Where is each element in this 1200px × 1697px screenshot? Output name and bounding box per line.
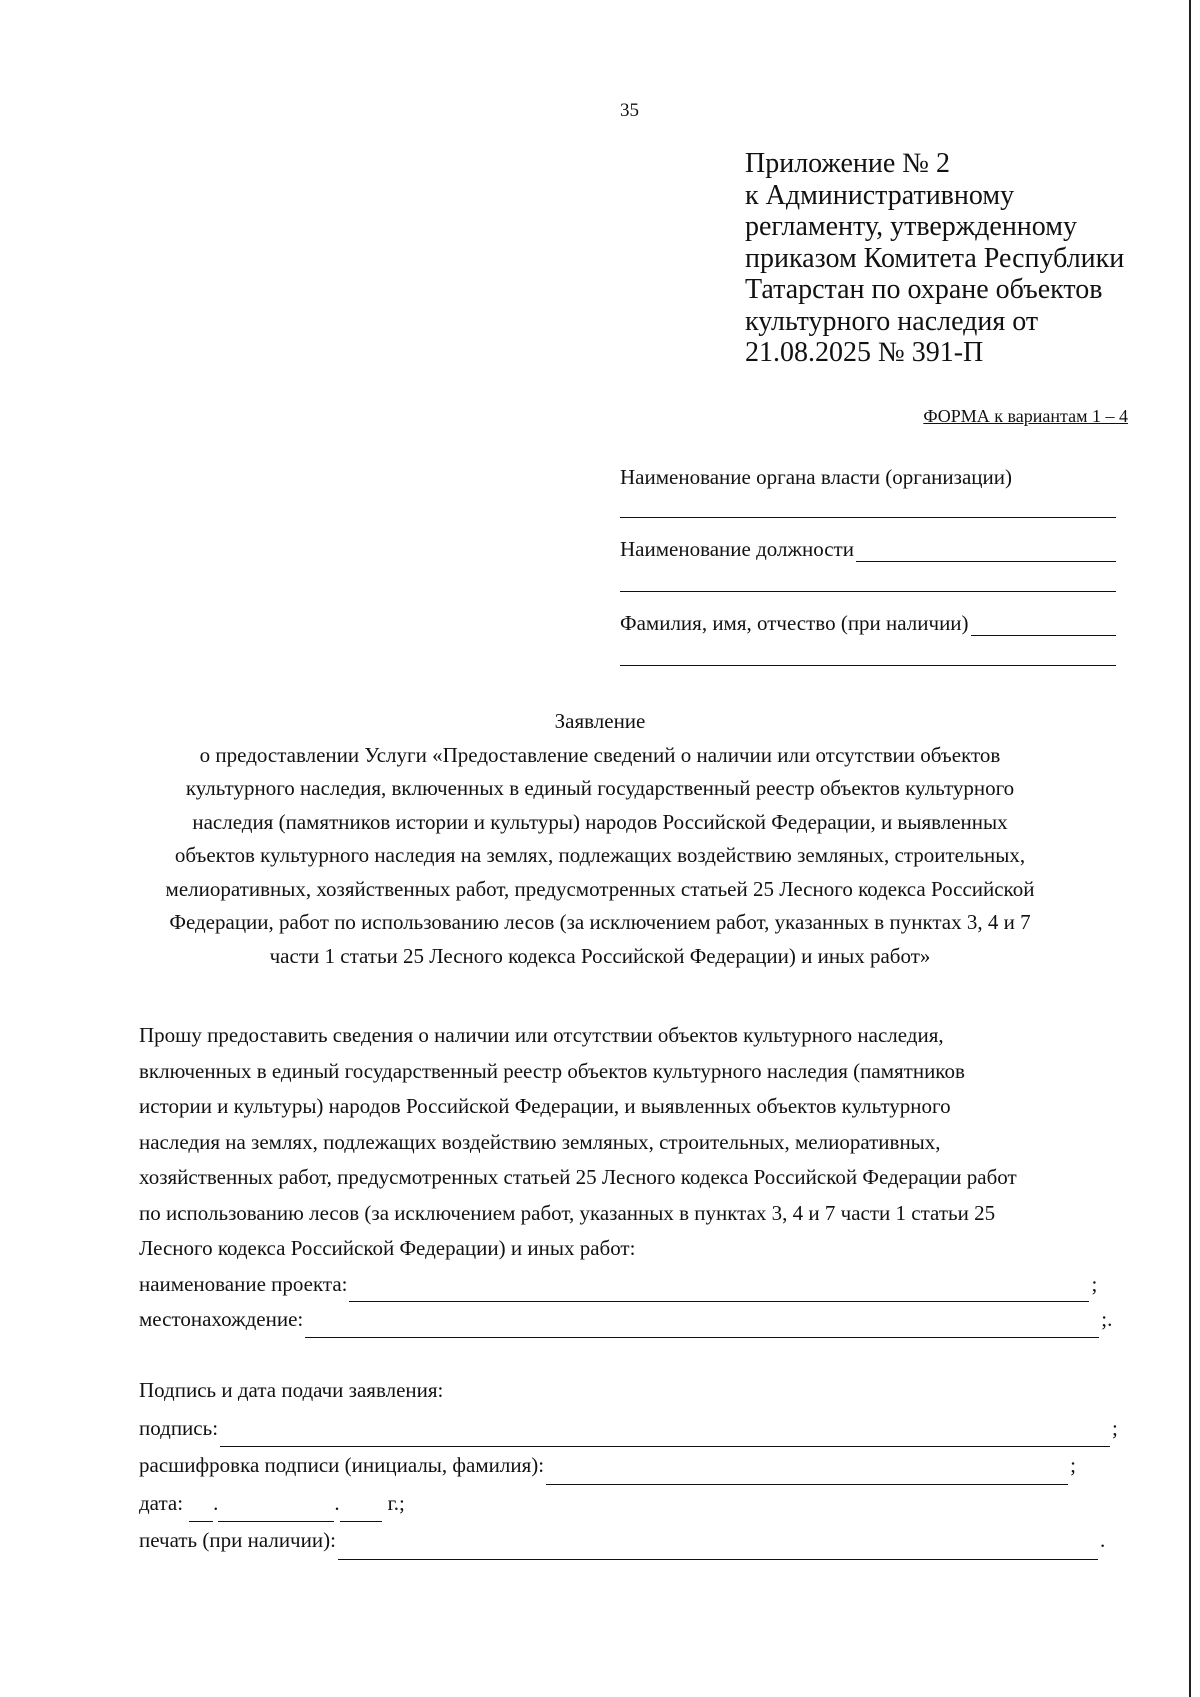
request-body bbox=[139, 1018, 1112, 1338]
appendix-line: Татарстан по охране объектов bbox=[745, 274, 1103, 305]
title-line: мелиоративных, хозяйственных работ, предусмотренных статьей 25 Лесного кодекса Российской bbox=[165, 876, 1035, 901]
full-name-label: Фамилия, имя, отчество (при наличии) bbox=[620, 611, 969, 635]
project-end: ; bbox=[1091, 1271, 1098, 1296]
full-name-field[interactable] bbox=[971, 613, 1116, 636]
date-day-field[interactable] bbox=[189, 1497, 213, 1522]
location-label: местонахождение: bbox=[139, 1307, 304, 1331]
appendix-line: регламенту, утвержденному bbox=[745, 211, 1077, 242]
appendix-line: культурного наследия от bbox=[745, 305, 1039, 337]
title-heading: Заявление bbox=[554, 709, 646, 733]
title-line: о предоставлении Услуги «Предоставление сведений о наличии или отсутствии объектов bbox=[199, 742, 1001, 767]
appendix-line: к Административному bbox=[745, 179, 1015, 211]
date-sep: . bbox=[213, 1490, 219, 1515]
full-name-row bbox=[620, 608, 1116, 636]
spacer bbox=[620, 518, 1116, 534]
decode-end: ; bbox=[1070, 1453, 1076, 1477]
location-row bbox=[139, 1302, 1112, 1338]
position-row bbox=[620, 534, 1116, 562]
spacer bbox=[620, 636, 1116, 664]
date-sep: . bbox=[334, 1490, 340, 1515]
location-end: ;. bbox=[1101, 1307, 1113, 1331]
seal-end: . bbox=[1099, 1528, 1106, 1552]
decode-field[interactable] bbox=[546, 1460, 1068, 1485]
position-label: Наименование должности bbox=[620, 537, 854, 561]
project-label: наименование проекта: bbox=[139, 1271, 348, 1296]
appendix-line: приказом Комитета Республики bbox=[745, 242, 1125, 274]
date-year-field[interactable] bbox=[340, 1497, 382, 1522]
application-title bbox=[0, 705, 1200, 973]
date-label: дата: bbox=[139, 1490, 184, 1515]
spacer bbox=[620, 490, 1116, 516]
title-line: Федерации, работ по использованию лесов (за исключением работ, указанных в пунктах 3, 4 и 7 bbox=[169, 910, 1031, 934]
appendix-block bbox=[745, 148, 1124, 369]
date-month-field[interactable] bbox=[218, 1497, 334, 1522]
body-line: истории и культуры) народов Российской Федерации, и выявленных объектов культурного bbox=[139, 1094, 951, 1118]
decode-row bbox=[139, 1447, 1118, 1485]
body-line: Прошу предоставить сведения о наличии или отсутствии объектов культурного наследия, bbox=[139, 1023, 944, 1047]
body-line: по использованию лесов (за исключением работ, указанных в пунктах 3, 4 и 7 части 1 статьи 25 bbox=[139, 1200, 996, 1225]
location-field[interactable] bbox=[305, 1313, 1099, 1338]
title-line: наследия (памятников истории и культуры) народов Российской Федерации, и выявленных bbox=[192, 809, 1008, 834]
title-line: культурного наследия, включенных в единый государственный реестр объектов культурного bbox=[185, 776, 1015, 800]
page-number: 35 bbox=[620, 100, 639, 121]
signature-block bbox=[139, 1372, 1118, 1560]
full-name-field-2[interactable] bbox=[620, 664, 1116, 666]
seal-label: печать (при наличии): bbox=[139, 1528, 336, 1552]
date-row bbox=[139, 1485, 1118, 1523]
position-field[interactable] bbox=[856, 539, 1116, 562]
title-line: объектов культурного наследия на землях, подлежащих воздействию земляных, строительных, bbox=[174, 843, 1026, 867]
sign-row bbox=[139, 1410, 1118, 1448]
body-line: хозяйственных работ, предусмотренных статьей 25 Лесного кодекса Российской Федерации работ bbox=[139, 1165, 1017, 1189]
body-line: Лесного кодекса Российской Федерации) и иных работ: bbox=[139, 1236, 636, 1260]
appendix-line: Приложение № 2 bbox=[745, 148, 950, 179]
date-year-label: г.; bbox=[387, 1490, 405, 1515]
title-line: части 1 статьи 25 Лесного кодекса Российской Федерации) и иных работ» bbox=[269, 943, 931, 968]
body-line: включенных в единый государственный реестр объектов культурного наследия (памятников bbox=[139, 1058, 965, 1083]
seal-field[interactable] bbox=[338, 1535, 1098, 1560]
signature-heading: Подпись и дата подачи заявления: bbox=[139, 1378, 444, 1402]
seal-row bbox=[139, 1522, 1118, 1560]
sign-field[interactable] bbox=[220, 1422, 1110, 1447]
spacer bbox=[620, 562, 1116, 590]
form-label: ФОРМА к вариантам 1 – 4 bbox=[923, 406, 1128, 426]
project-row bbox=[139, 1267, 1112, 1303]
project-field[interactable] bbox=[349, 1277, 1089, 1302]
decode-label: расшифровка подписи (инициалы, фамилия): bbox=[139, 1453, 545, 1477]
sign-end: ; bbox=[1112, 1415, 1118, 1440]
body-line: наследия на землях, подлежащих воздействию земляных, строительных, мелиоративных, bbox=[139, 1129, 941, 1154]
sign-label: подпись: bbox=[139, 1415, 219, 1440]
addressee-block bbox=[620, 462, 1116, 666]
authority-row bbox=[620, 462, 1116, 490]
appendix-line: 21.08.2025 № 391-П bbox=[745, 337, 984, 368]
authority-label: Наименование органа власти (организации) bbox=[620, 465, 1012, 489]
spacer bbox=[620, 592, 1116, 608]
